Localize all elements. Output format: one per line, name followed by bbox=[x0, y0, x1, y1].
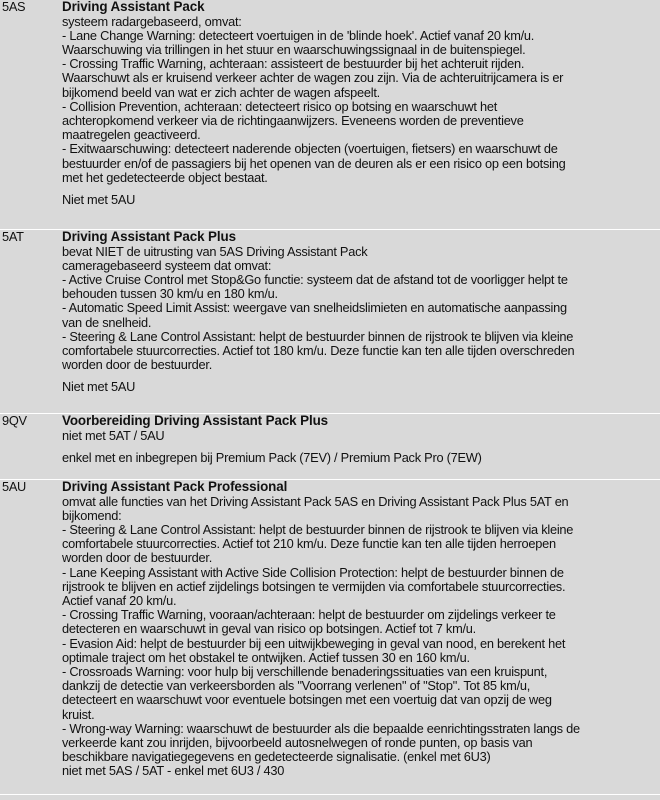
description-line: Waarschuwt als er kruisend verkeer achter de wagen zou zijn. Via de achteruitrijcamera is er bbox=[62, 70, 564, 86]
description-line: detecteren en waarschuwt in geval van risico op botsingen. Actief tot 7 km/u. bbox=[62, 621, 476, 637]
description-line: omvat alle functies van het Driving Assistant Pack 5AS en Driving Assistant Pack Plus 5AT en bbox=[62, 493, 569, 509]
description-line: rijstrook te blijven en actief zijdelings botsingen te vermijden via comfortabele stuurcorrecties. bbox=[62, 578, 566, 594]
next-row-partial bbox=[0, 794, 660, 800]
option-row-5as bbox=[0, 0, 660, 207]
description-line: beschikbare navigatiegegevens en gedetecteerde signalisatie. (enkel met 6U3) bbox=[62, 749, 491, 765]
description-line: - Collision Prevention, achteraan: detecteert risico op botsing en waarschuwt het bbox=[62, 98, 497, 114]
description-line: maatregelen geactiveerd. bbox=[62, 127, 201, 143]
option-description bbox=[62, 480, 660, 779]
description-line: - Lane Change Warning: detecteert voertuigen in de 'blinde hoek'. Actief vanaf 20 km/u. bbox=[62, 27, 535, 43]
description-line: - Lane Keeping Assistant with Active Side Collision Protection: helpt de bestuurder binnen de bbox=[62, 564, 564, 580]
description-line: bijkomend beeld van wat er zich achter de wagen afspeelt. bbox=[62, 84, 380, 100]
description-line: worden door de bestuurder. bbox=[62, 357, 213, 373]
option-code: 9QV bbox=[2, 413, 27, 428]
option-code: 5AT bbox=[2, 229, 24, 244]
option-title: Driving Assistant Pack Plus bbox=[62, 229, 236, 244]
option-row-9qv bbox=[0, 413, 660, 465]
option-code: 5AS bbox=[2, 0, 26, 14]
description-line: - Active Cruise Control met Stop&Go functie: systeem dat de afstand tot de voorligger helpt te bbox=[62, 272, 568, 287]
description-line: detecteert en waarschuwt voor eventuele botsingen met een voertuig dat van opzij de weg bbox=[62, 692, 552, 708]
description-line: - Steering & Lane Control Assistant: helpt de bestuurder binnen de rijstrook te blijven via kleine bbox=[62, 328, 574, 344]
option-description bbox=[62, 230, 660, 395]
option-row-5au bbox=[0, 479, 660, 779]
description-line: optimale traject om het obstakel te ontwijken. Actief tussen 30 en 160 km/u. bbox=[62, 649, 470, 665]
description-line: Actief vanaf 20 km/u. bbox=[62, 593, 177, 609]
description-line: comfortabele stuurcorrecties. Actief tot 210 km/u. Deze functie kan ten alle tijden herroepen bbox=[62, 536, 556, 552]
description-line: - Exitwaarschuwing: detecteert naderende objecten (voertuigen, fietsers) en waarschuwt de bbox=[62, 141, 558, 157]
description-line: cameragebaseerd systeem dat omvat: bbox=[62, 257, 272, 273]
option-note: enkel met en inbegrepen bij Premium Pack (7EV) / Premium Pack Pro (7EW) bbox=[62, 449, 482, 465]
option-title: Voorbereiding Driving Assistant Pack Plus bbox=[62, 413, 329, 428]
option-title: Driving Assistant Pack bbox=[62, 0, 205, 14]
description-line: - Crossroads Warning: voor hulp bij verschillende benaderingssituaties van een kruispunt, bbox=[62, 664, 548, 680]
description-line: systeem radargebaseerd, omvat: bbox=[62, 13, 242, 29]
description-line: - Crossing Traffic Warning, achteraan: assisteert de bestuurder bij het achteruit rijden. bbox=[62, 56, 525, 72]
description-line: worden door de bestuurder. bbox=[62, 550, 213, 566]
description-line: niet met 5AT / 5AU bbox=[62, 427, 165, 443]
description-line: - Crossing Traffic Warning, vooraan/achteraan: helpt de bestuurder om zijdelings verkeer te bbox=[62, 607, 556, 623]
description-line: comfortabele stuurcorrecties. Actief tot 180 km/u. Deze functie kan ten alle tijden overschreden bbox=[62, 343, 575, 359]
description-line: - Wrong-way Warning: waarschuwt de bestuurder als die bepaalde eenrichtingsstraten langs de bbox=[62, 720, 580, 736]
description-line: van de snelheid. bbox=[62, 314, 152, 330]
description-line: - Automatic Speed Limit Assist: weergave van snelheidslimieten en automatische aanpassing bbox=[62, 300, 567, 316]
description-line: - Steering & Lane Control Assistant: helpt de bestuurder binnen de rijstrook te blijven via kleine bbox=[62, 522, 574, 537]
description-line: bestuurder en/of de passagiers bij het openen van de deuren als er een risico op een botsing bbox=[62, 155, 566, 171]
description-line: dankzij de detectie van verkeersborden als "Voorrang verlenen" of "Stop". Tot 85 km/u, bbox=[62, 678, 531, 694]
description-line: bevat NIET de uitrusting van 5AS Driving Assistant Pack bbox=[62, 243, 368, 259]
option-description bbox=[62, 414, 660, 465]
option-note: Niet met 5AU bbox=[62, 192, 136, 208]
description-line: verkeerde kant zou inrijden, bijvoorbeeld autosnelwegen of ronde punten, op basis van bbox=[62, 735, 533, 751]
description-line: Waarschuwing via trillingen in het stuur en waarschuwingssignaal in de buitenspiegel. bbox=[62, 42, 526, 57]
option-note: Niet met 5AU bbox=[62, 379, 136, 395]
description-line: behouden tussen 30 km/u en 180 km/u. bbox=[62, 286, 278, 302]
description-line: met het gedetecteerde object bestaat. bbox=[62, 169, 268, 185]
description-line: - Evasion Aid: helpt de bestuurder bij een uitwijkbeweging in geval van nood, en berekent het bbox=[62, 635, 566, 651]
description-line: niet met 5AS / 5AT - enkel met 6U3 / 430 bbox=[62, 763, 285, 779]
option-description bbox=[62, 0, 660, 207]
description-line: achteropkomend verkeer via de richtingaanwijzers. Eveneens worden de preventieve bbox=[62, 113, 524, 129]
description-line: bijkomend: bbox=[62, 507, 122, 523]
option-row-5at bbox=[0, 229, 660, 395]
option-code: 5AU bbox=[2, 479, 26, 494]
option-title: Driving Assistant Pack Professional bbox=[62, 479, 288, 494]
description-line: kruist. bbox=[62, 706, 95, 722]
